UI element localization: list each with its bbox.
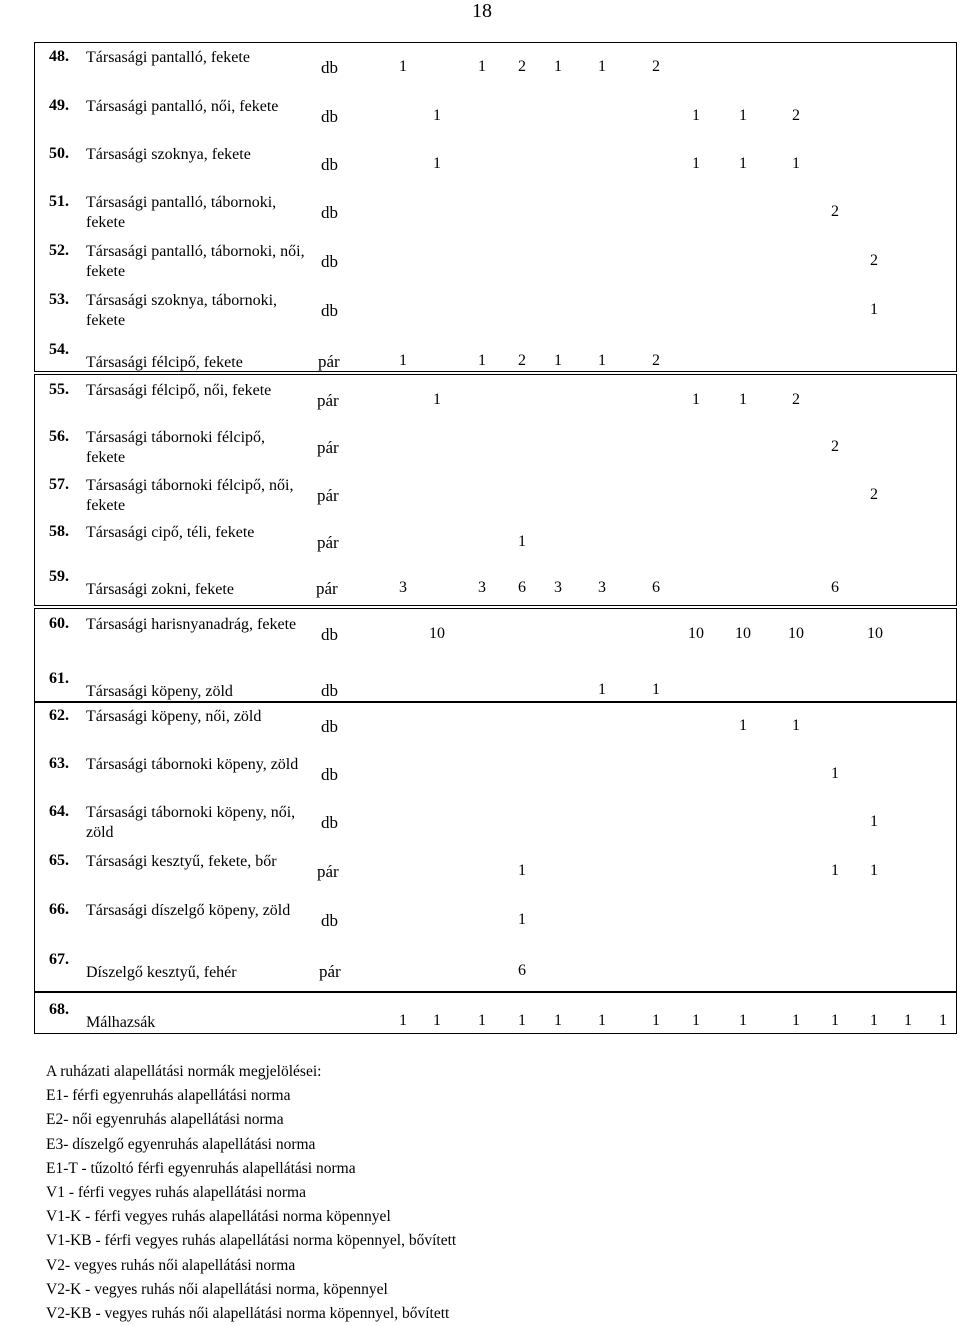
row-value: 1 (554, 1012, 562, 1029)
row-number: 52. (49, 242, 69, 259)
row-value: 1 (478, 1012, 486, 1029)
row-value: 2 (518, 352, 526, 369)
table-section (34, 702, 957, 992)
row-description: Társasági tábornoki köpeny, női, zöld (86, 804, 296, 841)
row-unit: db (321, 155, 338, 174)
row-description: Társasági tábornoki félcipő, női, fekete (86, 477, 294, 514)
row-value: 1 (739, 391, 747, 408)
row-value: 2 (870, 252, 878, 269)
row-value: 1 (739, 107, 747, 124)
row-number: 55. (49, 381, 69, 398)
row-unit: pár (317, 533, 339, 552)
row-number: 57. (49, 476, 69, 493)
row-value: 1 (478, 58, 486, 75)
row-number: 51. (49, 193, 69, 210)
row-value: 1 (598, 58, 606, 75)
row-value: 10 (867, 625, 883, 642)
row-value: 1 (433, 107, 441, 124)
legend-title: A ruházati alapellátási normák megjelölései: (46, 1063, 322, 1080)
row-unit: db (321, 681, 338, 700)
row-number: 67. (49, 951, 69, 968)
row-value: 1 (792, 1012, 800, 1029)
row-value: 1 (692, 107, 700, 124)
row-description: Társasági pantalló, női, fekete (86, 98, 279, 115)
row-value: 1 (792, 717, 800, 734)
row-value: 2 (652, 352, 660, 369)
row-value: 1 (870, 813, 878, 830)
table-section (34, 374, 957, 606)
row-value: 3 (478, 579, 486, 596)
row-value: 1 (399, 352, 407, 369)
row-value: 1 (433, 391, 441, 408)
page-number: 18 (472, 0, 492, 22)
row-description: Társasági pantalló, tábornoki, fekete (86, 194, 277, 231)
row-description: Társasági kesztyű, fekete, bőr (86, 853, 277, 870)
row-unit: pár (318, 352, 340, 371)
row-number: 58. (49, 523, 69, 540)
row-unit: db (321, 203, 338, 222)
row-value: 1 (831, 765, 839, 782)
row-description: Társasági szoknya, fekete (86, 146, 251, 163)
row-number: 50. (49, 145, 69, 162)
row-value: 1 (904, 1012, 912, 1029)
row-value: 1 (692, 391, 700, 408)
legend (46, 1060, 456, 1326)
row-value: 2 (831, 203, 839, 220)
row-value: 1 (399, 58, 407, 75)
row-description: Társasági köpeny, zöld (86, 683, 233, 700)
row-description: Díszelgő kesztyű, fehér (86, 964, 237, 981)
row-description: Társasági köpeny, női, zöld (86, 708, 262, 725)
row-value: 2 (870, 486, 878, 503)
legend-item: V2-K - vegyes ruhás női alapellátási norma, köpennyel (46, 1280, 388, 1298)
row-number: 61. (49, 670, 69, 687)
row-value: 2 (792, 107, 800, 124)
row-value: 10 (429, 625, 445, 642)
legend-items (46, 1084, 456, 1326)
row-unit: db (321, 717, 338, 736)
row-value: 6 (652, 579, 660, 596)
row-number: 59. (49, 568, 69, 585)
row-value: 1 (399, 1012, 407, 1029)
row-number: 54. (49, 341, 69, 358)
legend-item: E2- női egyenruhás alapellátási norma (46, 1111, 284, 1129)
row-value: 1 (554, 58, 562, 75)
row-value: 1 (518, 533, 526, 550)
legend-item: V2- vegyes ruhás női alapellátási norma (46, 1256, 296, 1274)
row-description: Társasági tábornoki félcipő, fekete (86, 429, 266, 466)
legend-item: E3- díszelgő egyenruhás alapellátási norma (46, 1135, 316, 1153)
row-unit: pár (317, 438, 339, 457)
row-value: 1 (792, 155, 800, 172)
row-number: 63. (49, 755, 69, 772)
row-value: 1 (870, 862, 878, 879)
row-value: 10 (788, 625, 804, 642)
row-description: Társasági pantalló, tábornoki, női, fekete (86, 243, 305, 280)
row-description: Társasági zokni, fekete (86, 581, 234, 598)
row-description: Társasági harisnyanadrág, fekete (86, 616, 297, 633)
row-number: 53. (49, 291, 69, 308)
row-unit: db (321, 252, 338, 271)
row-value: 1 (739, 155, 747, 172)
row-number: 48. (49, 48, 69, 65)
row-unit: pár (317, 862, 339, 881)
row-value: 2 (831, 438, 839, 455)
row-value: 1 (554, 352, 562, 369)
row-value: 1 (870, 301, 878, 318)
row-description: Társasági félcipő, női, fekete (86, 382, 272, 399)
row-value: 6 (518, 579, 526, 596)
row-description: Társasági díszelgő köpeny, zöld (86, 902, 291, 919)
row-unit: db (321, 911, 338, 930)
row-value: 6 (831, 579, 839, 596)
legend-item: V2-KB - vegyes ruhás női alapellátási norma köpennyel, bővített (46, 1305, 450, 1323)
row-number: 62. (49, 707, 69, 724)
row-value: 6 (518, 962, 526, 979)
row-value: 1 (739, 1012, 747, 1029)
row-value: 1 (652, 1012, 660, 1029)
row-unit: db (321, 107, 338, 126)
row-value: 3 (598, 579, 606, 596)
row-value: 1 (831, 862, 839, 879)
legend-item: E1-T - tűzoltó férfi egyenruhás alapellátási norma (46, 1159, 356, 1177)
row-value: 1 (598, 352, 606, 369)
row-unit: pár (316, 579, 338, 598)
table-section (34, 608, 957, 702)
row-value: 1 (518, 911, 526, 928)
row-unit: db (321, 58, 338, 77)
row-value: 1 (939, 1012, 947, 1029)
row-value: 1 (598, 1012, 606, 1029)
row-unit: db (321, 625, 338, 644)
row-number: 49. (49, 97, 69, 114)
row-value: 1 (870, 1012, 878, 1029)
row-value: 1 (478, 352, 486, 369)
row-value: 1 (518, 862, 526, 879)
row-description: Társasági cipő, téli, fekete (86, 524, 255, 541)
row-number: 60. (49, 615, 69, 632)
row-value: 2 (652, 58, 660, 75)
row-unit: pár (317, 486, 339, 505)
legend-item: E1- férfi egyenruhás alapellátási norma (46, 1087, 291, 1105)
row-unit: db (321, 813, 338, 832)
row-value: 10 (688, 625, 704, 642)
row-number: 56. (49, 428, 69, 445)
legend-item: V1 - férfi vegyes ruhás alapellátási norma (46, 1184, 306, 1202)
row-description: Társasági szoknya, tábornoki, fekete (86, 292, 278, 329)
legend-item: V1-K - férfi vegyes ruhás alapellátási norma köpennyel (46, 1208, 391, 1226)
row-number: 65. (49, 852, 69, 869)
row-number: 66. (49, 901, 69, 918)
row-value: 3 (554, 579, 562, 596)
row-number: 68. (49, 1001, 69, 1018)
row-value: 10 (735, 625, 751, 642)
row-value: 1 (433, 155, 441, 172)
row-value: 1 (518, 1012, 526, 1029)
row-description: Társasági pantalló, fekete (86, 49, 250, 66)
row-unit: pár (317, 391, 339, 410)
row-value: 1 (831, 1012, 839, 1029)
table-section (34, 992, 957, 1034)
row-number: 64. (49, 803, 69, 820)
row-unit: db (321, 301, 338, 320)
row-value: 1 (433, 1012, 441, 1029)
row-unit: db (321, 765, 338, 784)
row-value: 1 (692, 155, 700, 172)
table-section (34, 42, 957, 372)
row-value: 1 (739, 717, 747, 734)
row-unit: pár (319, 962, 341, 981)
row-value: 1 (692, 1012, 700, 1029)
row-value: 1 (652, 681, 660, 698)
row-description: Társasági félcipő, fekete (86, 354, 243, 371)
legend-item: V1-KB - férfi vegyes ruhás alapellátási norma köpennyel, bővített (46, 1232, 457, 1250)
row-value: 1 (598, 681, 606, 698)
row-value: 2 (792, 391, 800, 408)
row-description: Málhazsák (86, 1014, 156, 1031)
row-value: 2 (518, 58, 526, 75)
row-description: Társasági tábornoki köpeny, zöld (86, 756, 299, 773)
row-value: 3 (399, 579, 407, 596)
